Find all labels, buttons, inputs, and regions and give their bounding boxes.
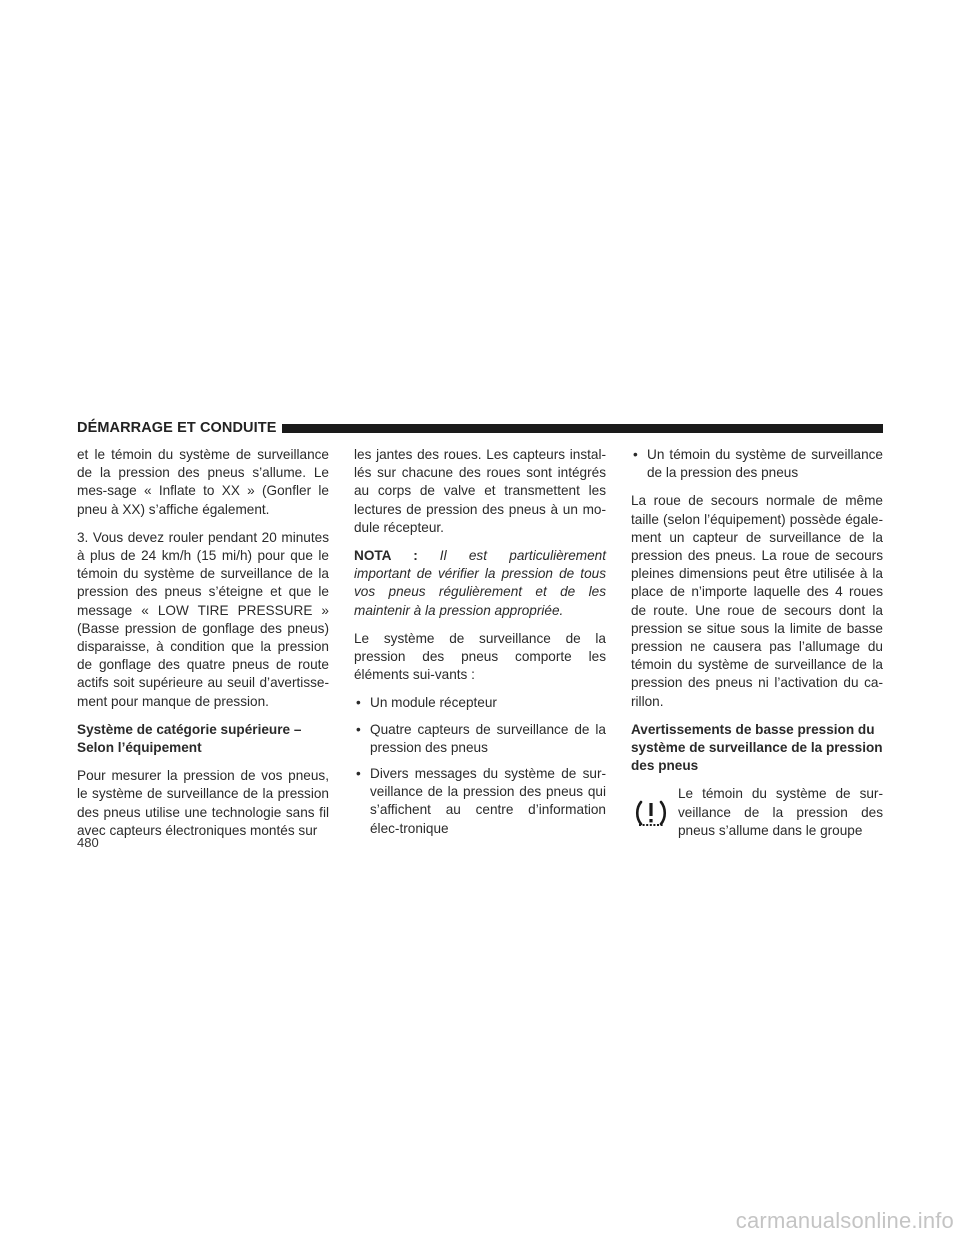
paragraph: Pour mesurer la pression de vos pneus, le système de surveillance de la pression des pneus utilise une technologie sans fil avec capteurs électroniques montés sur xyxy=(77,768,329,838)
bullet-icon: • xyxy=(356,721,361,737)
component-list-continued xyxy=(631,446,883,482)
bullet-icon: • xyxy=(356,695,361,711)
note-text: Il est particulièrement important de vérifier la pression de tous vos pneus régulièrement et de les maintenir à la pression appropriée. xyxy=(354,548,606,618)
bullet-icon: • xyxy=(356,766,361,782)
paragraph: les jantes des roues. Les capteurs instal-lés sur chacune des roues sont intégrés au corps de valve et transmettent les lectures de pression des pneus à un mo-dule récepteur. xyxy=(354,447,606,535)
list-item: • Quatre capteurs de surveillance de la pression des pneus xyxy=(356,721,606,755)
bullet-icon: • xyxy=(633,447,638,462)
component-list xyxy=(354,694,606,837)
paragraph: et le témoin du système de surveillance de la pression des pneus s’allume. Le mes-sage « Inflate to XX » (Gonfler le pneu à XX) s’affiche également. xyxy=(77,447,329,517)
list-item: • Un module récepteur xyxy=(354,694,606,712)
watermark: carmanualsonline.info xyxy=(735,1208,954,1233)
note-label: NOTA : xyxy=(354,548,418,564)
list-item: • Un témoin du système de surveillance de la pression des pneus xyxy=(633,447,883,481)
header-rule xyxy=(282,424,883,433)
note xyxy=(354,547,606,620)
paragraph: Le système de surveillance de la pression des pneus comporte les éléments sui-vants : xyxy=(354,630,606,683)
section-heading: Système de catégorie supérieure – Selon l’équipement xyxy=(77,721,302,756)
section-heading: Avertissements de basse pression du système de surveillance de la pression des pneus xyxy=(631,721,883,774)
column-1 xyxy=(77,446,329,850)
warning-text: Le témoin du système de sur-veillance de la pression des pneus s’allume dans le groupe xyxy=(678,786,883,838)
tire-pressure-warning-icon xyxy=(634,799,668,829)
page-number: 480 xyxy=(77,835,99,850)
section-header xyxy=(77,418,883,438)
column-3 xyxy=(631,446,883,850)
warning-paragraph xyxy=(631,785,883,840)
list-item: • Divers messages du système de sur-veillance de la pression des pneus qui s’affichent au centre d’information élec-tronique xyxy=(356,766,606,836)
section-title: DÉMARRAGE ET CONDUITE xyxy=(77,420,277,436)
column-2 xyxy=(354,446,606,848)
paragraph: 3. Vous devez rouler pendant 20 minutes à plus de 24 km/h (15 mi/h) pour que le témoin du système de surveillance de la pression des pneus s’éteigne et que le message « LOW TIRE PRESSURE » (Basse pression de gonflage des pneus) disparaisse, à condition que la pression de gonflage des quatre pneus de route actifs soit supérieure au seuil d’avertisse-ment pour manque de pression. xyxy=(77,529,329,709)
paragraph: La roue de secours normale de même taille (selon l’équipement) possède égale-ment un capteur de surveillance de la pression des pneus. La roue de secours pleines dimensions peut être utilisée à la place de n’importe laquelle des 4 roues de route. Une roue de secours dont la pression se situe sous la limite de basse pression ne causera pas l’allumage du témoin du système de surveillance de la pression des pneus ni l’activation du ca-rillon. xyxy=(631,493,883,709)
